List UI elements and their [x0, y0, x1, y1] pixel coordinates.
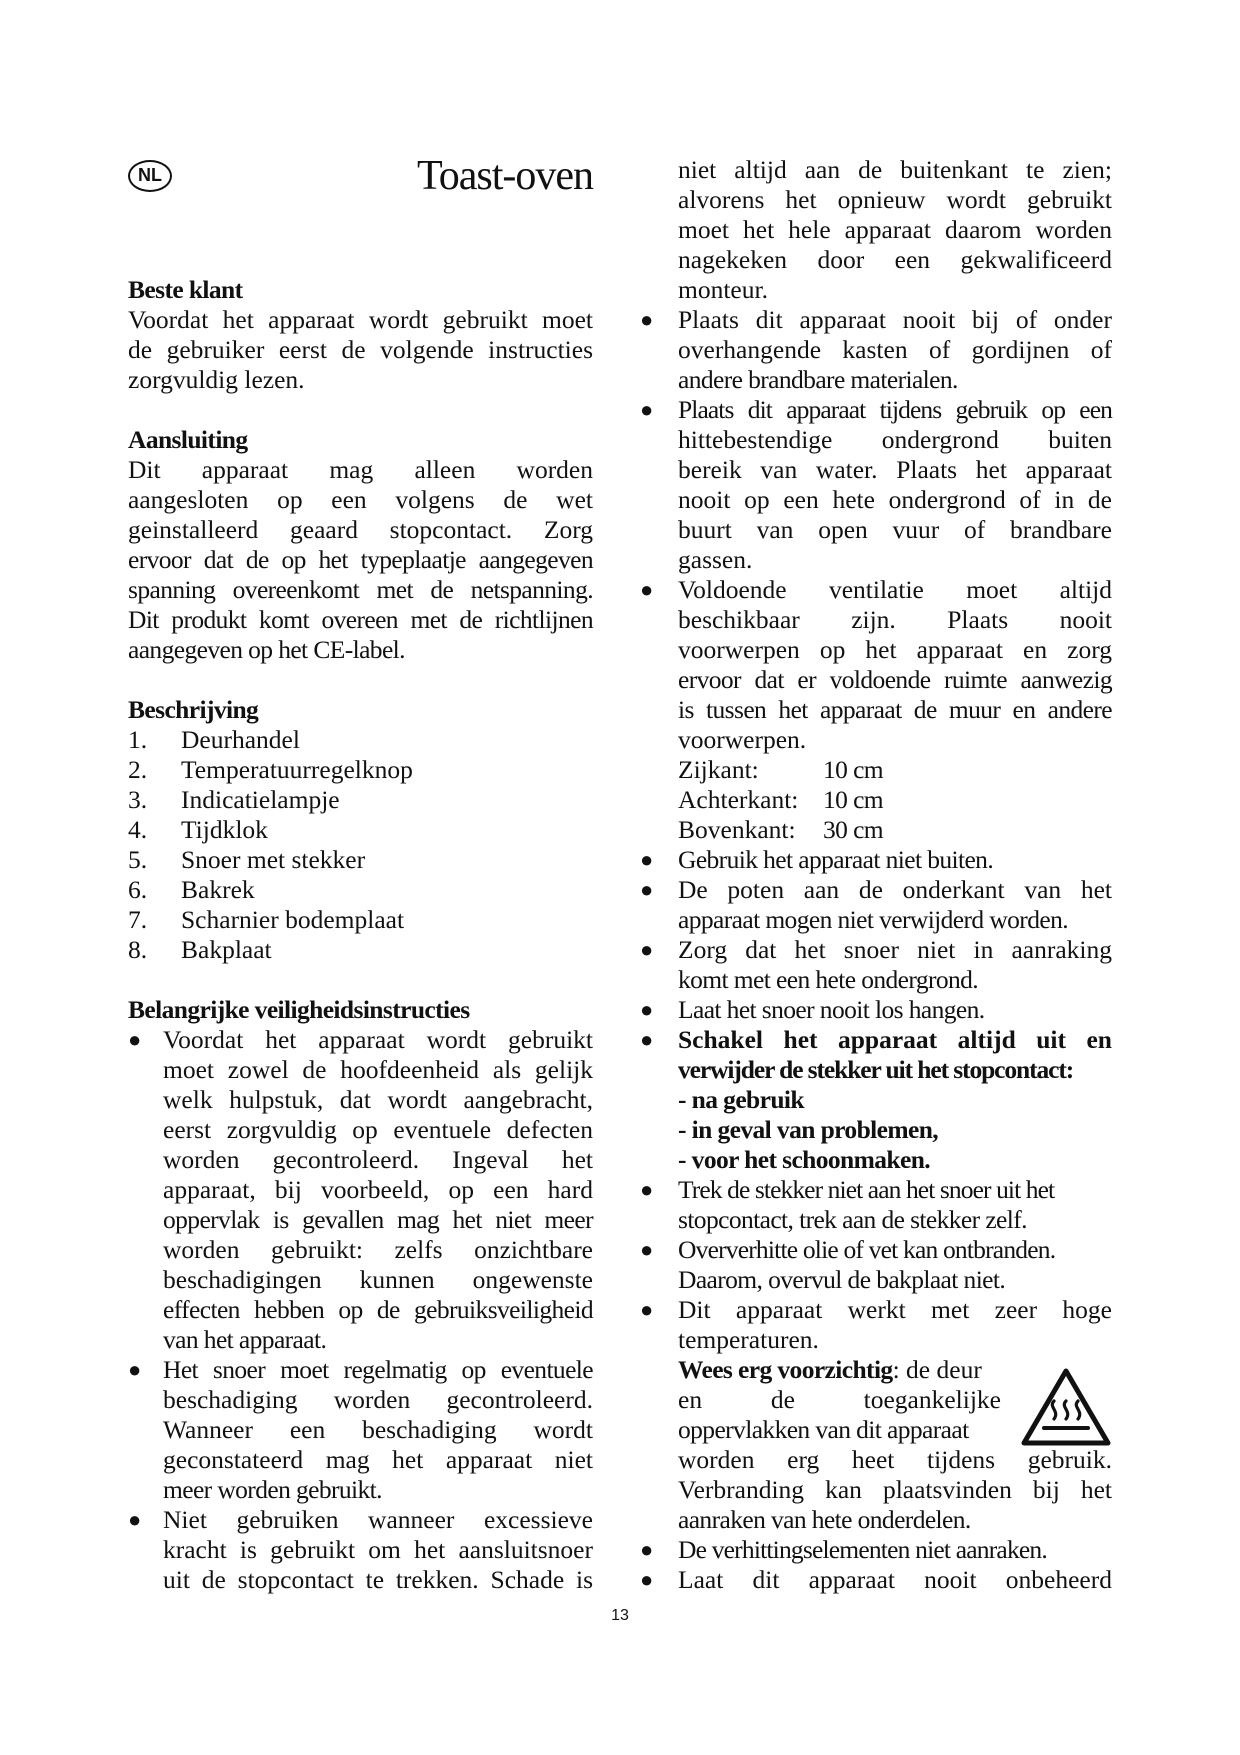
safety-line: Het snoer moet regelmatig op eventuele — [163, 1355, 593, 1384]
safety-line: Plaats dit apparaat tijdens gebruik op een — [678, 395, 1112, 424]
part-number: 3. — [128, 785, 148, 814]
bullet-icon: ● — [640, 1027, 654, 1052]
connection-line: Dit produkt komt overeen met de richtlijnen — [128, 605, 593, 634]
intro-line: de gebruiker eerst de volgende instructies — [128, 335, 593, 364]
safety-line: De poten aan de onderkant van het — [678, 875, 1112, 904]
safety-line: temperaturen. — [678, 1325, 819, 1354]
safety-line: overhangende kasten of gordijnen of — [678, 335, 1112, 364]
caution-line: oppervlakken van dit apparaat — [678, 1415, 969, 1444]
part-label: Bakplaat — [181, 935, 272, 964]
caution-line: Verbranding kan plaatsvinden bij het — [678, 1475, 1112, 1504]
part-number: 4. — [128, 815, 148, 844]
safety-line: De verhittingselementen niet aanraken. — [678, 1535, 1047, 1564]
safety-line: Laat het snoer nooit los hangen. — [678, 995, 985, 1024]
part-number: 7. — [128, 905, 148, 934]
safety-line: komt met een hete ondergrond. — [678, 965, 979, 994]
safety-line: stopcontact, trek aan de stekker zelf. — [678, 1205, 1027, 1234]
safety-heading: Belangrijke veiligheidsinstructies — [128, 995, 470, 1024]
safety-line: geconstateerd mag het apparaat niet — [163, 1445, 593, 1474]
connection-line: geinstalleerd geaard stopcontact. Zorg — [128, 515, 593, 544]
part-number: 6. — [128, 875, 148, 904]
warning-line: verwijder de stekker uit het stopcontact: — [678, 1055, 1074, 1084]
safety-line: effecten hebben op de gebruiksveiligheid — [163, 1295, 593, 1324]
caution-line — [678, 1355, 982, 1385]
clearance-value: 10 cm — [823, 755, 884, 784]
caution-text: : de deur — [892, 1355, 982, 1384]
connection-line: spanning overeenkomt met de netspanning. — [128, 575, 593, 604]
safety-line: apparaat mogen niet verwijderd worden. — [678, 905, 1068, 934]
safety-line: voorwerpen. — [678, 725, 807, 754]
safety-line: Plaats dit apparaat nooit bij of onder — [678, 305, 1112, 334]
connection-line: aangesloten op een volgens de wet — [128, 485, 593, 514]
bullet-icon: ● — [640, 1177, 654, 1202]
caution-emphasis: Wees erg voorzichtig — [678, 1355, 893, 1384]
safety-line: Voordat het apparaat wordt gebruikt — [163, 1025, 593, 1054]
part-label: Snoer met stekker — [181, 845, 366, 874]
warning-line: Schakel het apparaat altijd uit en — [678, 1025, 1112, 1054]
bullet-icon: ● — [640, 307, 654, 332]
safety-line: beschikbaar zijn. Plaats nooit — [678, 605, 1112, 634]
clearance-label: Bovenkant: — [678, 815, 796, 844]
safety-line: voorwerpen op het apparaat en zorg — [678, 635, 1112, 664]
safety-line: beschadigingen kunnen ongewenste — [163, 1265, 593, 1294]
warning-item: - voor het schoonmaken. — [678, 1145, 931, 1174]
safety-line: Wanneer een beschadiging wordt — [163, 1415, 593, 1444]
intro-heading: Beste klant — [128, 275, 243, 304]
safety-line: kracht is gebruikt om het aansluitsnoer — [163, 1535, 593, 1564]
safety-line: worden gecontroleerd. Ingeval het — [163, 1145, 593, 1174]
page-number: 13 — [611, 1607, 629, 1624]
part-number: 2. — [128, 755, 148, 784]
continuation-line: nagekeken door een gekwalificeerd — [678, 245, 1112, 274]
bullet-icon: ● — [640, 1237, 654, 1262]
safety-line: eerst zorgvuldig op eventuele defecten — [163, 1115, 593, 1144]
part-label: Temperatuurregelknop — [181, 755, 413, 784]
safety-line: moet zowel de hoofdeenheid als gelijk — [163, 1055, 593, 1084]
bullet-icon: ● — [640, 1297, 654, 1322]
part-label: Bakrek — [181, 875, 255, 904]
safety-line: Voldoende ventilatie moet altijd — [678, 575, 1112, 604]
safety-line: Oververhitte olie of vet kan ontbranden. — [678, 1235, 1056, 1264]
safety-line: hittebestendige ondergrond buiten — [678, 425, 1112, 454]
safety-line: apparaat, bij voorbeeld, op een hard — [163, 1175, 593, 1204]
safety-line: Niet gebruiken wanneer excessieve — [163, 1505, 593, 1534]
clearance-label: Achterkant: — [678, 785, 799, 814]
safety-line: ervoor dat er voldoende ruimte aanwezig — [678, 665, 1112, 694]
part-number: 8. — [128, 935, 148, 964]
continuation-line: niet altijd aan de buitenkant te zien; — [678, 155, 1112, 184]
part-label: Indicatielampje — [181, 785, 340, 814]
safety-line: buurt van open vuur of brandbare — [678, 515, 1112, 544]
connection-line: ervoor dat de op het typeplaatje aangegeven — [128, 545, 593, 574]
clearance-value: 30 cm — [823, 815, 884, 844]
safety-line: gassen. — [678, 545, 753, 574]
bullet-icon: ● — [640, 577, 654, 602]
intro-line: zorgvuldig lezen. — [128, 365, 305, 394]
warning-item: - in geval van problemen, — [678, 1115, 939, 1144]
language-badge: NL — [128, 160, 172, 192]
safety-line: beschadiging worden gecontroleerd. — [163, 1385, 593, 1414]
safety-line: Dit apparaat werkt met zeer hoge — [678, 1295, 1112, 1324]
connection-line: Dit apparaat mag alleen worden — [128, 455, 593, 484]
bullet-icon: ● — [640, 1567, 654, 1592]
clearance-label: Zijkant: — [678, 755, 759, 784]
continuation-line: moet het hele apparaat daarom worden — [678, 215, 1112, 244]
part-number: 1. — [128, 725, 148, 754]
safety-line: nooit op een hete ondergrond of in de — [678, 485, 1112, 514]
connection-line: aangegeven op het CE-label. — [128, 635, 405, 664]
intro-line: Voordat het apparaat wordt gebruikt moet — [128, 305, 593, 334]
safety-line: welk hulpstuk, dat wordt aangebracht, — [163, 1085, 593, 1114]
clearance-value: 10 cm — [823, 785, 884, 814]
safety-line: Gebruik het apparaat niet buiten. — [678, 845, 994, 874]
part-label: Deurhandel — [181, 725, 300, 754]
bullet-icon: ● — [640, 847, 654, 872]
caution-line: worden erg heet tijdens gebruik. — [678, 1445, 1112, 1474]
caution-line: aanraken van hete onderdelen. — [678, 1505, 971, 1534]
bullet-icon: ● — [640, 397, 654, 422]
bullet-icon: ● — [640, 937, 654, 962]
safety-line: andere brandbare materialen. — [678, 365, 958, 394]
description-heading: Beschrijving — [128, 695, 259, 724]
bullet-icon: ● — [128, 1027, 142, 1052]
safety-line: is tussen het apparaat de muur en andere — [678, 695, 1112, 724]
part-label: Scharnier bodemplaat — [181, 905, 405, 934]
bullet-icon: ● — [640, 1537, 654, 1562]
safety-line: Zorg dat het snoer niet in aanraking — [678, 935, 1112, 964]
safety-line: Trek de stekker niet aan het snoer uit het — [678, 1175, 1055, 1204]
continuation-line: alvorens het opnieuw wordt gebruikt — [678, 185, 1112, 214]
bullet-icon: ● — [640, 997, 654, 1022]
safety-line: bereik van water. Plaats het apparaat — [678, 455, 1112, 484]
connection-heading: Aansluiting — [128, 425, 248, 454]
safety-line: Daarom, overvul de bakplaat niet. — [678, 1265, 1006, 1294]
safety-line: meer worden gebruikt. — [163, 1475, 382, 1504]
bullet-icon: ● — [128, 1507, 142, 1532]
warning-item: - na gebruik — [678, 1085, 804, 1114]
part-label: Tijdklok — [181, 815, 268, 844]
bullet-icon: ● — [640, 877, 654, 902]
safety-line: Laat dit apparaat nooit onbeheerd — [678, 1565, 1112, 1594]
continuation-line: monteur. — [678, 275, 768, 304]
part-number: 5. — [128, 845, 148, 874]
bullet-icon: ● — [128, 1357, 142, 1382]
safety-line: uit de stopcontact te trekken. Schade is — [163, 1565, 593, 1594]
safety-line: van het apparaat. — [163, 1325, 327, 1354]
hot-surface-warning-icon — [1018, 1365, 1114, 1449]
safety-line: oppervlak is gevallen mag het niet meer — [163, 1205, 593, 1234]
caution-line: en de toegankelijke — [678, 1385, 1001, 1414]
safety-line: worden gebruikt: zelfs onzichtbare — [163, 1235, 593, 1264]
page-title: Toast-oven — [416, 153, 593, 199]
